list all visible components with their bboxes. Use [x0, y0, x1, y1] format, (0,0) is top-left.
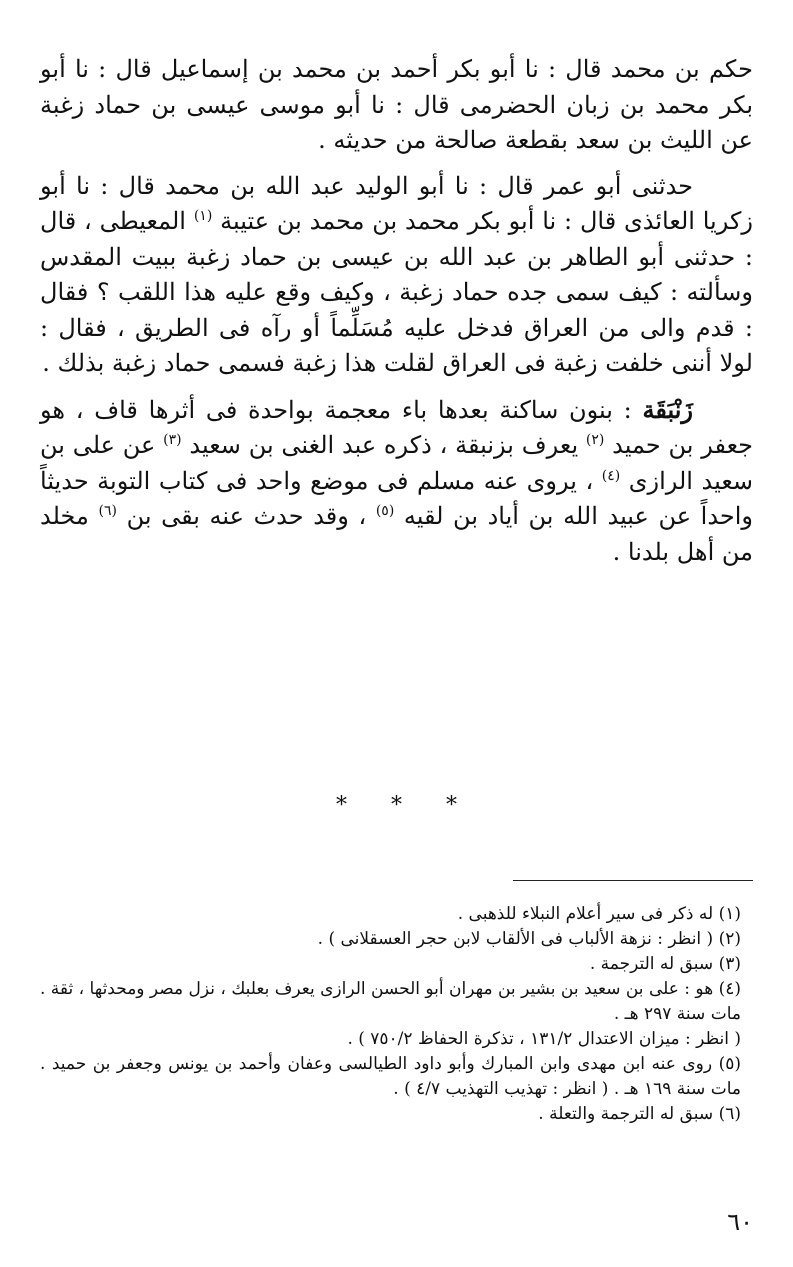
paragraph-3 — [40, 392, 753, 571]
separator-star: * — [446, 793, 457, 818]
paragraph-3-text-d: ، يروى عنه مسلم فى موضع واحد فى كتاب التوبة حديثاً واحداً عن عبيد الله بن أياد بن لقيه — [40, 466, 754, 530]
footnote-divider — [513, 880, 753, 881]
entry-heading: زَنْبَقَة — [642, 394, 693, 424]
paragraph-3-text-c: عن على بن سعيد الرازى — [40, 431, 754, 495]
footnote-ref-5: (٥) — [375, 503, 395, 519]
paragraph-1 — [40, 52, 753, 159]
section-separator — [0, 793, 793, 818]
footnote-ref-1: (١) — [193, 208, 213, 224]
footnote-1: (١) له ذكر فى سير أعلام النبلاء للذهبى . — [457, 904, 741, 924]
paragraph-3-text-a: : بنون ساكنة بعدها باء معجمة بواحدة فى أثرها قاف ، هو جعفر بن حميد — [40, 395, 753, 459]
footnote-ref-2: (٢) — [585, 432, 605, 448]
footnote-3: (٣) سبق له الترجمة . — [589, 954, 741, 974]
paragraph-2-text-a: حدثنى أبو عمر قال : نا أبو الوليد عبد الله بن محمد قال : نا أبو زكريا العائذى قال : نا أبو بكر محمد بن محمد بن عتيبة — [40, 171, 753, 235]
footnotes — [40, 902, 741, 1127]
footnote-2: (٢) ( انظر : نزهة الألباب فى الألقاب لابن حجر العسقلانى ) . — [317, 929, 741, 949]
paragraph-3-text-b: يعرف بزنبقة ، ذكره عبد الغنى بن سعيد — [189, 431, 579, 459]
separator-star: * — [391, 793, 402, 818]
footnote-ref-4: (٤) — [601, 467, 621, 484]
main-text — [40, 52, 753, 570]
footnote-4-reference: ( انظر : ميزان الاعتدال ١٣١/٢ ، تذكرة الحفاظ ٧٥٠/٢ ) . — [347, 1029, 741, 1049]
paragraph-2 — [40, 169, 753, 382]
footnote-5: (٥) روى عنه ابن مهدى وابن المبارك وأبو داود الطيالسى وعفان وأحمد بن يونس وجعفر بن حميد . مات سنة ١٦٩ هـ . ( انظر : تهذيب التهذيب ٤/٧ ) . — [40, 1054, 741, 1099]
footnote-ref-3: (٣) — [163, 432, 182, 448]
paragraph-1-text: حكم بن محمد قال : نا أبو بكر أحمد بن محمد بن إسماعيل قال : نا أبو بكر محمد بن زبان الحضرمى قال : نا أبو موسى عيسى بن حماد زغبة عن الليث بن سعد بقطعة صالحة من حديثه . — [40, 55, 753, 154]
separator-star: * — [336, 793, 347, 818]
footnote-6: (٦) سبق له الترجمة والتعلة . — [538, 1104, 741, 1124]
paragraph-3-text-e: ، وقد حدث عنه بقى بن — [126, 502, 367, 530]
footnote-4: (٤) هو : على بن سعيد بن بشير بن مهران أبو الحسن الرازى يعرف بعلبك ، نزل مصر ومحدثها ، ثقة . مات سنة ٢٩٧ هـ . — [40, 979, 741, 1024]
paragraph-3-text-f: مخلد من أهل بلدنا . — [40, 502, 753, 566]
paragraph-2-text-b: المعيطى ، قال : حدثنى أبو الطاهر بن عبد الله بن عيسى بن حماد زغبة ببيت المقدس وسألته : كيف سمى جده حماد زغبة ، وكيف وقع عليه هذا اللقب ؟ فقال : قدم والى من العراق فدخل عليه مُسَلِّماً أو رآه فى الطريق ، فقال : لولا أننى خلفت زغبة فى العراق لقلت هذا زغبة فسمى حماد زغبة بذلك . — [40, 207, 753, 377]
page-number: ٦٠ — [727, 1208, 753, 1236]
footnote-ref-6: (٦) — [98, 503, 117, 519]
